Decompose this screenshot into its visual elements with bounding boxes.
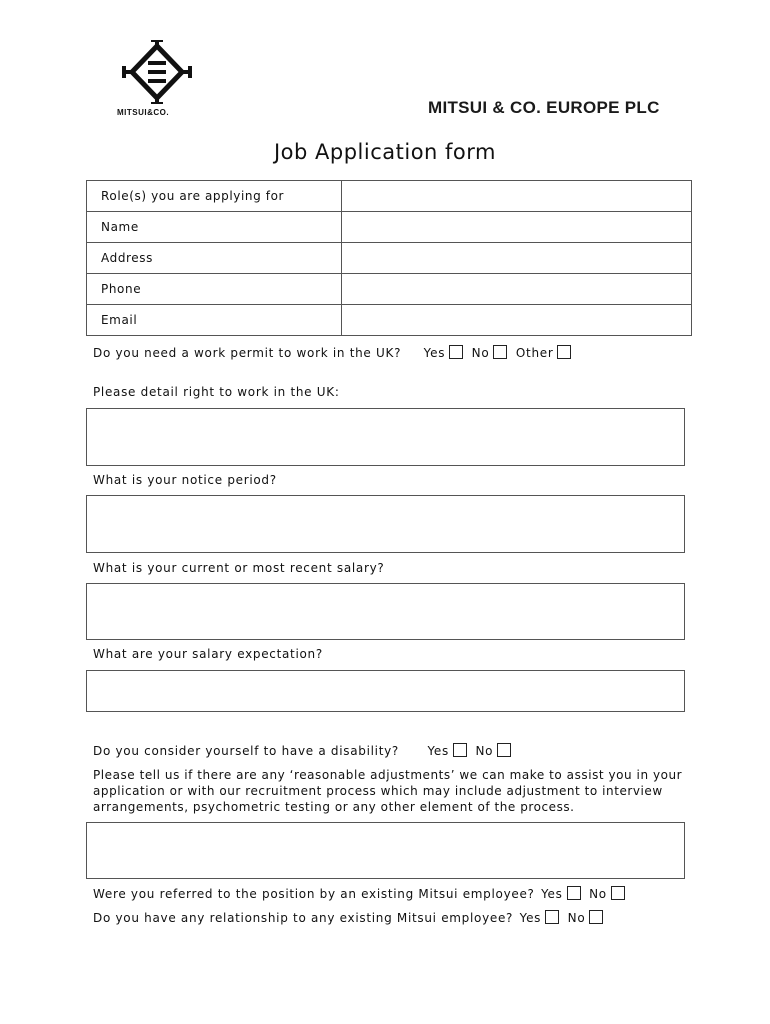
name-label: Name xyxy=(87,212,342,243)
email-label: Email xyxy=(87,305,342,336)
company-name: MITSUI & CO. EUROPE PLC xyxy=(428,98,660,117)
salary-expectation-field[interactable] xyxy=(86,670,685,712)
referred-no-label: No xyxy=(589,887,607,901)
table-row xyxy=(87,305,692,336)
work-permit-yes-checkbox[interactable] xyxy=(449,345,463,359)
work-permit-other-checkbox[interactable] xyxy=(557,345,571,359)
email-field[interactable] xyxy=(342,305,692,336)
disability-question: Do you consider yourself to have a disability? xyxy=(93,744,399,758)
current-salary-question: What is your current or most recent salary? xyxy=(93,561,385,575)
right-to-work-question: Please detail right to work in the UK: xyxy=(93,385,340,399)
address-label: Address xyxy=(87,243,342,274)
role-field[interactable] xyxy=(342,181,692,212)
referred-yes-label: Yes xyxy=(541,887,563,901)
disability-row xyxy=(93,743,515,758)
table-row xyxy=(87,212,692,243)
referred-row xyxy=(93,886,629,901)
referred-yes-checkbox[interactable] xyxy=(567,886,581,900)
current-salary-field[interactable] xyxy=(86,583,685,640)
relationship-yes-label: Yes xyxy=(519,911,542,925)
salary-expectation-question: What are your salary expectation? xyxy=(93,647,323,661)
logo-caption: MITSUI&CO. xyxy=(117,108,170,117)
work-permit-other-label: Other xyxy=(515,346,554,360)
work-permit-no-label: No xyxy=(471,346,490,360)
notice-period-field[interactable] xyxy=(86,495,685,553)
name-field[interactable] xyxy=(342,212,692,243)
notice-period-question: What is your notice period? xyxy=(93,473,277,487)
relationship-no-label: No xyxy=(567,911,586,925)
role-label: Role(s) you are applying for xyxy=(87,181,342,212)
work-permit-yes-label: Yes xyxy=(423,346,446,360)
address-field[interactable] xyxy=(342,243,692,274)
relationship-row xyxy=(93,910,607,925)
table-row xyxy=(87,243,692,274)
relationship-question: Do you have any relationship to any existing Mitsui employee? xyxy=(93,911,514,925)
work-permit-question: Do you need a work permit to work in the UK? xyxy=(93,346,402,360)
table-row xyxy=(87,181,692,212)
right-to-work-field[interactable] xyxy=(86,408,685,466)
adjustments-field[interactable] xyxy=(86,822,685,879)
referred-question: Were you referred to the position by an existing Mitsui employee? xyxy=(93,887,535,901)
referred-no-checkbox[interactable] xyxy=(611,886,625,900)
page-title: Job Application form xyxy=(273,140,497,164)
phone-label: Phone xyxy=(87,274,342,305)
company-logo xyxy=(117,40,197,117)
work-permit-no-checkbox[interactable] xyxy=(493,345,507,359)
relationship-no-checkbox[interactable] xyxy=(589,910,603,924)
disability-no-label: No xyxy=(475,744,494,758)
adjustments-text: Please tell us if there are any ‘reasonable adjustments’ we can make to assist you in your application or with our recruitment process which may include adjustment to interview arrangements, psychometric testing or any other element of the process. xyxy=(93,768,683,814)
disability-yes-label: Yes xyxy=(427,744,449,758)
work-permit-row xyxy=(93,345,575,360)
relationship-yes-checkbox[interactable] xyxy=(545,910,559,924)
applicant-info-table xyxy=(86,180,692,336)
mitsui-logo-icon xyxy=(122,40,192,104)
disability-yes-checkbox[interactable] xyxy=(453,743,467,757)
disability-no-checkbox[interactable] xyxy=(497,743,511,757)
phone-field[interactable] xyxy=(342,274,692,305)
table-row xyxy=(87,274,692,305)
